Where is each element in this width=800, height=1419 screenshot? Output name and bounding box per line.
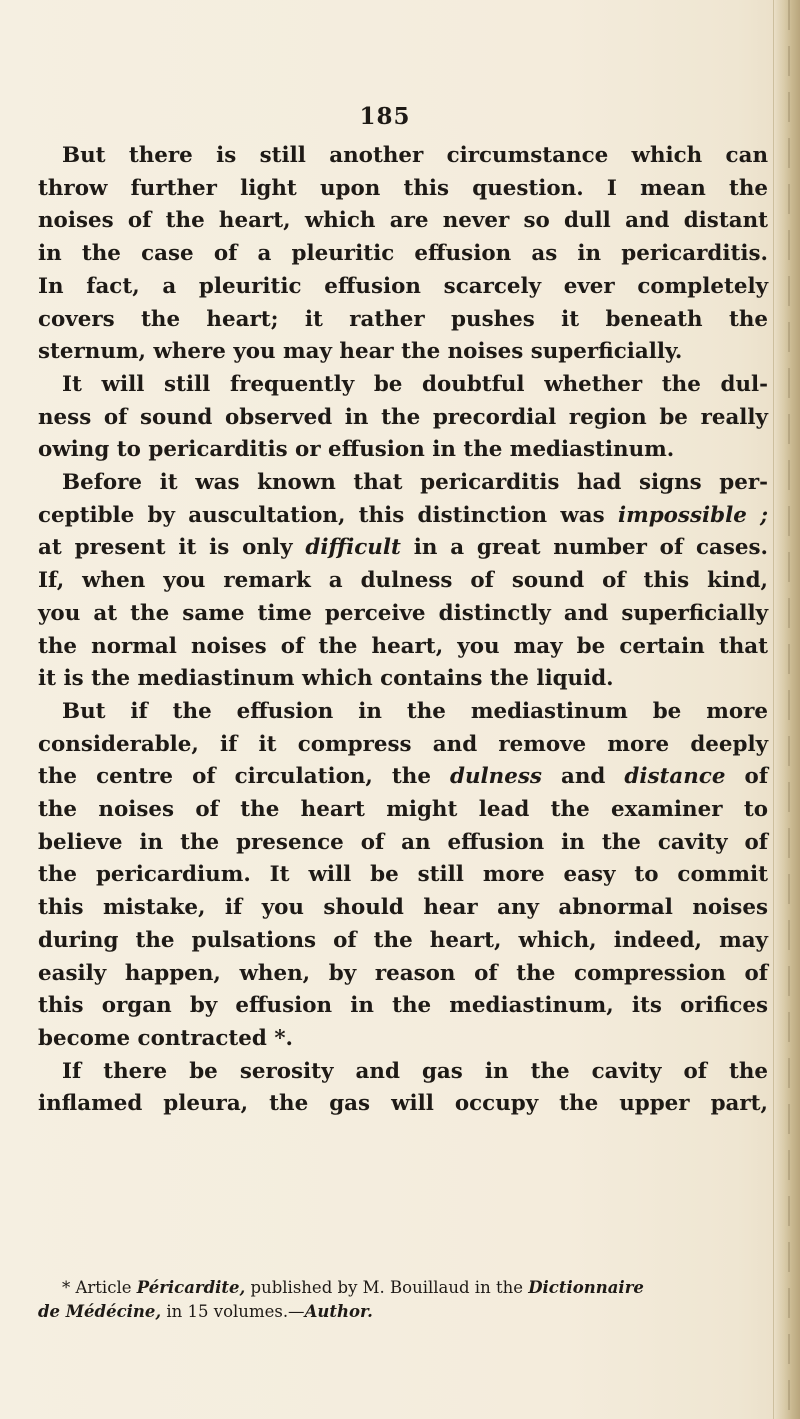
text-line: Before it was known that pericarditis had signs per- — [62, 470, 768, 496]
text-line: noises of the heart, which are never so dull and distant — [38, 208, 768, 234]
text-line: If there be serosity and gas in the cavity of the — [62, 1058, 768, 1084]
footnote-marker: * — [62, 1278, 71, 1297]
text-line: throw further light upon this question. I mean the — [38, 175, 768, 201]
emphasis-distance: distance — [624, 764, 726, 790]
text-line: in the case of a pleuritic effusion as in pericarditis. — [38, 241, 768, 267]
text-line: ness of sound observed in the precordial region be really — [38, 404, 768, 430]
text-line: sternum, where you may hear the noises superficially. — [38, 339, 683, 365]
text-line: covers the heart; it rather pushes it beneath the — [38, 306, 768, 332]
emphasis-difficult: difficult — [305, 535, 401, 561]
footnote-line: * Article Péricardite, published by M. Bouillaud in the Dictionnaire — [62, 1278, 644, 1297]
text-line: considerable, if it compress and remove more deeply — [38, 731, 768, 757]
text-line: this organ by effusion in the mediastinum, its orifices — [38, 993, 768, 1019]
book-spine-edge — [773, 0, 800, 1419]
text-line: the noises of the heart might lead the examiner to — [38, 797, 768, 823]
paragraph-1 — [38, 140, 768, 369]
footnote-line: de Médécine, in 15 volumes.—Author. — [38, 1302, 373, 1321]
paragraph-4 — [38, 696, 768, 1056]
text-line: But if the effusion in the mediastinum be more — [62, 698, 768, 724]
paragraph-3 — [38, 467, 768, 696]
text-line: the centre of circulation, the dulness and distance of — [38, 764, 769, 790]
text-line: In fact, a pleuritic effusion scarcely ever completely — [38, 273, 768, 299]
text-line: the normal noises of the heart, you may be certain that — [38, 633, 768, 659]
spine-shadow-line — [788, 0, 790, 1419]
text-line: If, when you remark a dulness of sound of this kind, — [38, 568, 768, 594]
text-line: the pericardium. It will be still more easy to commit — [38, 862, 768, 888]
text-line: at present it is only difficult in a great number of cases. — [38, 535, 769, 561]
paragraph-2 — [38, 369, 768, 467]
paragraph-5 — [38, 1056, 768, 1121]
text-line: it is the mediastinum which contains the liquid. — [38, 666, 614, 692]
text-line: It will still frequently be doubtful whether the dul- — [62, 371, 768, 397]
text-line: ceptible by auscultation, this distinction was impossible ; — [38, 502, 768, 528]
text-line: But there is still another circumstance which can — [62, 143, 768, 168]
footnote — [38, 1276, 768, 1324]
text-line: easily happen, when, by reason of the compression of — [38, 960, 768, 986]
text-line: believe in the presence of an effusion in the cavity of — [38, 829, 768, 855]
body-text — [38, 140, 768, 1121]
page-number: 185 — [359, 103, 411, 130]
text-line: this mistake, if you should hear any abnormal noises — [38, 895, 768, 921]
text-line: you at the same time perceive distinctly and superficially — [38, 600, 768, 626]
text-line: during the pulsations of the heart, which, indeed, may — [38, 927, 768, 953]
text-line: owing to pericarditis or effusion in the mediastinum. — [38, 437, 675, 463]
emphasis-dulness: dulness — [450, 764, 542, 790]
emphasis-impossible: impossible ; — [617, 502, 768, 528]
text-line: inflamed pleura, the gas will occupy the upper part, — [38, 1091, 768, 1117]
text-line: become contracted *. — [38, 1025, 293, 1051]
